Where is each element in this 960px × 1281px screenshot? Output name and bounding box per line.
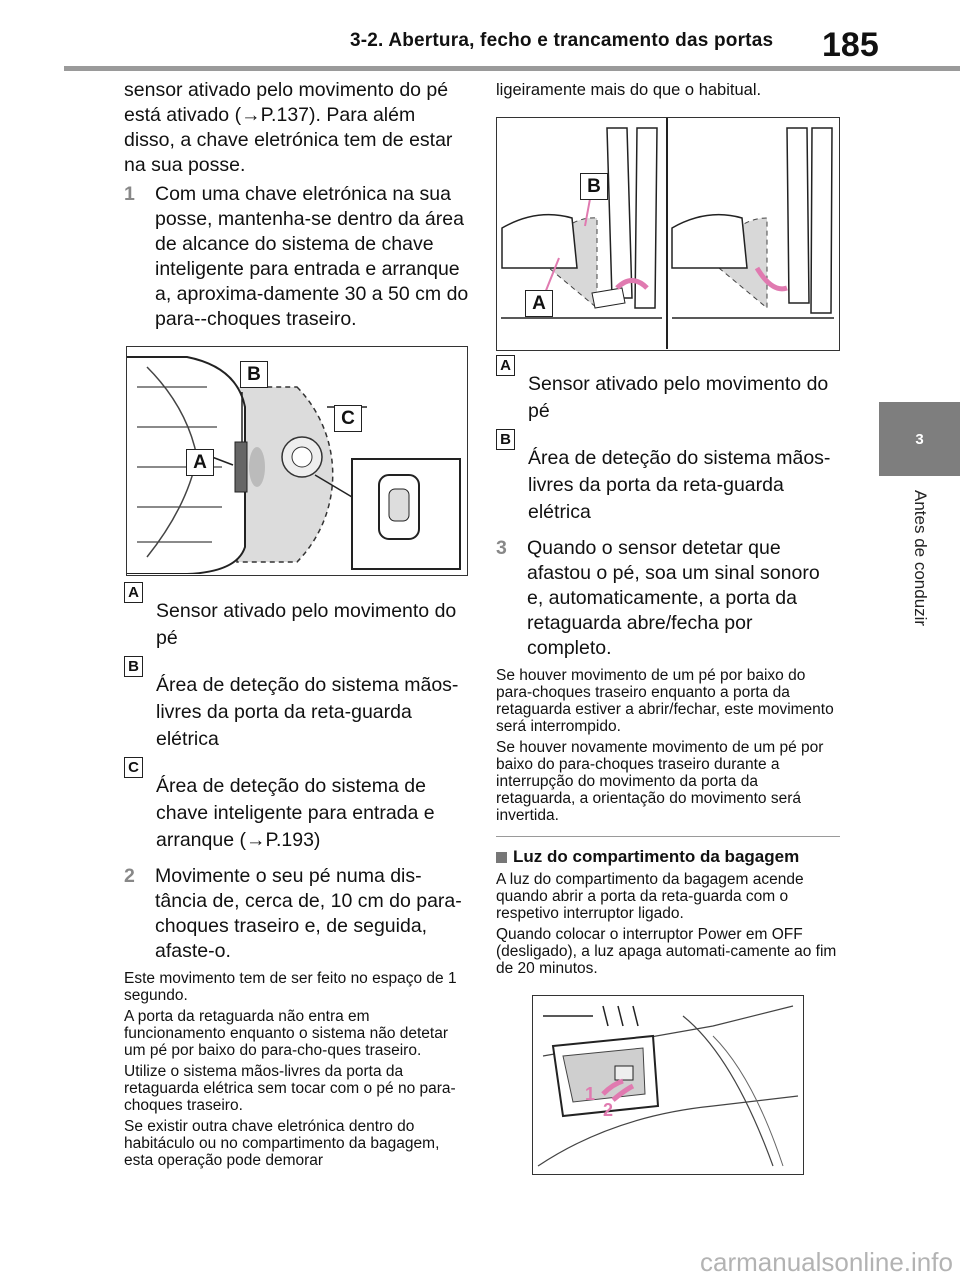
section-paragraph: Quando colocar o interruptor Power em OFF (desligado), a luz apaga automati-camente ao fim de 20 minutos. xyxy=(496,926,837,977)
left-legend xyxy=(124,586,469,854)
step-3 xyxy=(496,536,840,661)
legend-text: Sensor ativado pelo movimento do pé xyxy=(528,373,829,422)
legend-badge: A xyxy=(124,582,143,603)
step-number: 1 xyxy=(124,183,135,205)
step-number: 2 xyxy=(124,865,135,887)
step-marker-1: 1 xyxy=(585,1084,596,1104)
note-paragraph: Se existir outra chave eletrónica dentro do habitáculo ou no compartimento da bagagem, esta operação pode demorar xyxy=(124,1118,440,1169)
figure-label-a: A xyxy=(525,290,553,317)
section-title: Luz do compartimento da bagagem xyxy=(513,847,800,866)
legend-item-c xyxy=(124,761,469,854)
figure-label-b: B xyxy=(580,173,608,200)
rear-car-top-view-illustration xyxy=(127,347,466,574)
chapter-number: 3 xyxy=(915,430,924,448)
legend-badge: B xyxy=(124,656,143,677)
note-paragraph: Se houver novamente movimento de um pé por baixo do para-choques traseiro durante a interrupção do movimento da porta da retaguarda, a orientação do movimento será invertida. xyxy=(496,739,824,824)
luggage-compartment-illustration xyxy=(533,996,802,1173)
legend-text: Sensor ativado pelo movimento do pé xyxy=(156,600,457,649)
legend-item-a xyxy=(124,586,469,652)
page-number: 185 xyxy=(822,26,879,64)
legend-text: Área de deteção do sistema de chave inteligente para entrada e arranque (→P.193) xyxy=(156,775,435,851)
legend-badge: B xyxy=(496,429,515,450)
intro-paragraph: sensor ativado pelo movimento do pé está ativado (→P.137). Para além disso, a chave eletrónica tem de estar na sua posse. xyxy=(124,79,453,176)
header-rule xyxy=(64,66,960,71)
page-header-title: 3-2. Abertura, fecho e trancamento das portas xyxy=(350,30,774,51)
watermark: carmanualsonline.info xyxy=(700,1247,953,1277)
right-column xyxy=(496,78,840,1175)
legend-badge: C xyxy=(124,757,143,778)
section-rule xyxy=(496,836,840,837)
step-text: Com uma chave eletrónica na sua posse, mantenha-se dentro da área de alcance do sistema de chave inteligente para entrada e arranque a, aproxima-damente 30 a 50 cm do para--choques traseiro. xyxy=(155,183,469,330)
step-text: Quando o sensor detetar que afastou o pé, soa um sinal sonoro e, automaticamente, a porta da retaguarda abre/fecha por completo. xyxy=(527,537,820,659)
section-heading xyxy=(496,847,840,867)
legend-item-b xyxy=(124,660,469,753)
step-marker-2: 2 xyxy=(603,1100,614,1120)
step-number: 3 xyxy=(496,537,507,559)
figure-label-c: C xyxy=(334,405,362,432)
left-column xyxy=(124,78,469,1173)
figure-foot-motion xyxy=(496,117,840,351)
step-2 xyxy=(124,864,469,964)
step-text: Movimente o seu pé numa dis-tância de, cerca de, 10 cm do para-choques traseiro e, de seguida, afaste-o. xyxy=(155,865,462,962)
note-paragraph: Este movimento tem de ser feito no espaço de 1 segundo. xyxy=(124,970,457,1004)
square-bullet-icon xyxy=(496,852,507,863)
note-paragraph: Utilize o sistema mãos-livres da porta da retaguarda elétrica sem tocar com o pé no para-choques traseiro. xyxy=(124,1063,456,1114)
legend-item-b xyxy=(496,433,840,526)
figure-rear-bumper-detection-area xyxy=(126,346,468,576)
legend-item-a xyxy=(496,359,840,425)
figure-luggage-light-switch xyxy=(532,995,804,1175)
legend-badge: A xyxy=(496,355,515,376)
note-paragraph: Se houver movimento de um pé por baixo do para-choques traseiro enquanto a porta da retaguarda estiver a abrir/fechar, este movimento será interrompido. xyxy=(496,667,834,735)
right-legend xyxy=(496,359,840,526)
legend-text: Área de deteção do sistema mãos-livres da porta da reta-guarda elétrica xyxy=(528,447,831,523)
legend-text: Área de deteção do sistema mãos-livres da porta da reta-guarda elétrica xyxy=(156,674,459,750)
chapter-label: Antes de conduzir xyxy=(911,490,930,627)
step-1 xyxy=(124,182,469,332)
continued-paragraph: ligeiramente mais do que o habitual. xyxy=(496,81,762,99)
chapter-tab xyxy=(879,402,960,476)
figure-label-a: A xyxy=(186,449,214,476)
figure-label-b: B xyxy=(240,361,268,388)
note-paragraph: A porta da retaguarda não entra em funcionamento enquanto o sistema não detetar um pé por baixo do para-cho-ques traseiro. xyxy=(124,1008,449,1059)
section-paragraph: A luz do compartimento da bagagem acende quando abrir a porta da reta-guarda com o respetivo interruptor ligado. xyxy=(496,871,804,922)
